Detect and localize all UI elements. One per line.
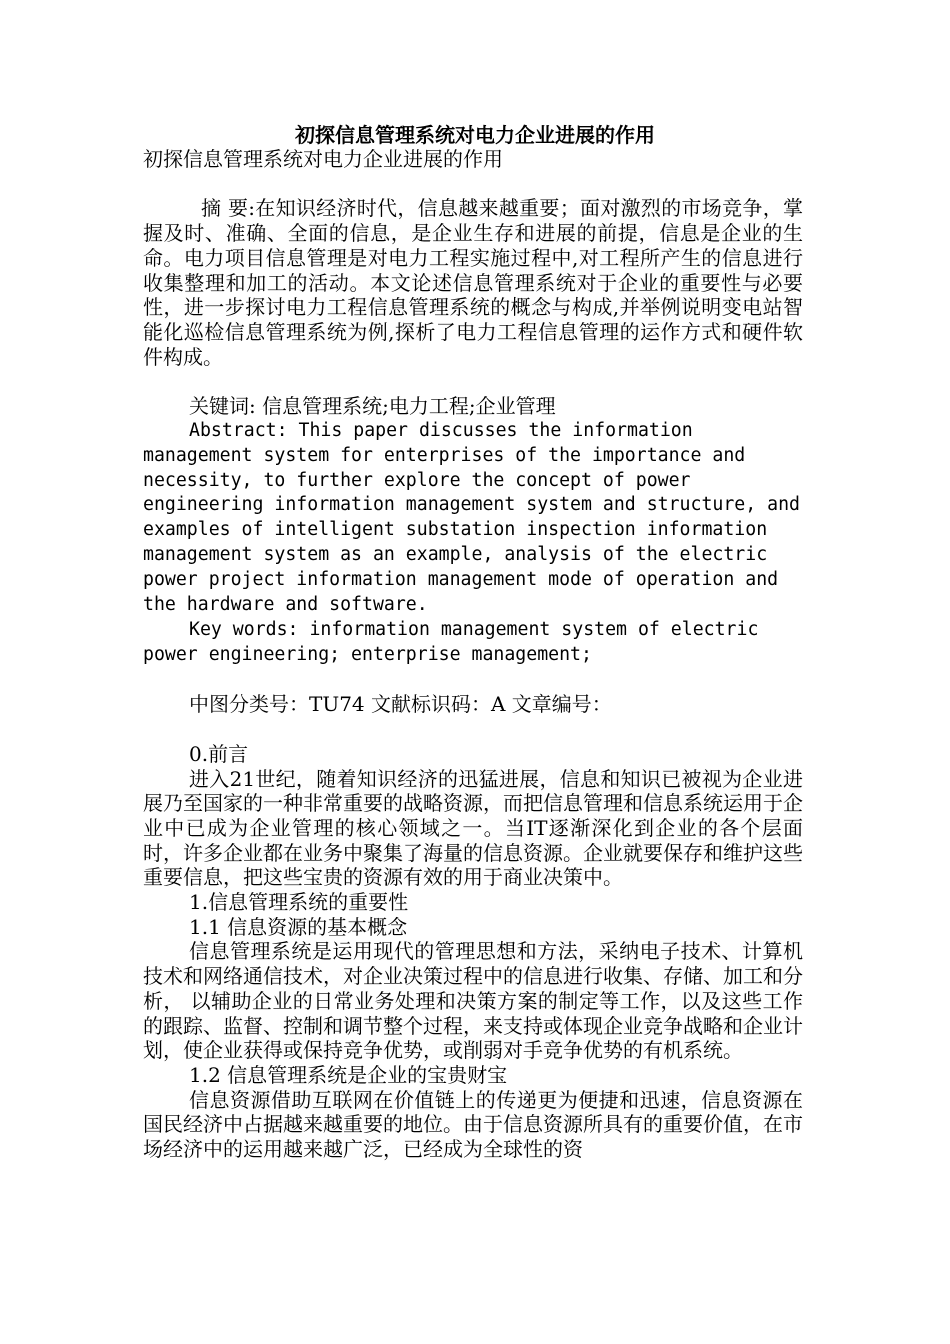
- keywords-cn: 关键词: 信息管理系统;电力工程;企业管理: [189, 394, 556, 418]
- document-subtitle: 初探信息管理系统对电力企业进展的作用: [143, 147, 503, 171]
- section-1-1-heading: 1.1 信息资源的基本概念: [189, 914, 408, 939]
- section-1-1-paragraph: 信息管理系统是运用现代的管理思想和方法，采纳电子技术、计算机技术和网络通信技术，对企业决策过程中的信息进行收集、存储、加工和分析， 以辅助企业的日常业务处理和决策方案的制定等工作，以及这些工作的跟踪、监督、控制和调节整个过程，来支持或体现企业竞争战略和企业计划，使企业获得或保持竞争优势，或削弱对手竞争优势的有机系统。: [143, 939, 803, 1063]
- abstract-cn: 摘 要:在知识经济时代，信息越来越重要；面对激烈的市场竞争，掌握及时、准确、全面的信息，是企业生存和进展的前提，信息是企业的生命。电力项目信息管理是对电力工程实施过程中,对工程所产生的信息进行收集整理和加工的活动。本文论述信息管理系统对于企业的重要性与必要性，进一步探讨电力工程信息管理系统的概念与构成,并举例说明变电站智能化巡检信息管理系统为例,探析了电力工程信息管理的运作方式和硬件软件构成。: [143, 196, 803, 369]
- section-0-paragraph: 进入21世纪，随着知识经济的迅猛进展，信息和知识已被视为企业进展乃至国家的一种非常重要的战略资源，而把信息管理和信息系统运用于企业中已成为企业管理的核心领域之一。当IT逐渐深化到企业的各个层面时，许多企业都在业务中聚集了海量的信息资源。企业就要保存和维护这些重要信息，把这些宝贵的资源有效的用于商业决策中。: [143, 766, 803, 890]
- section-1-2-heading: 1.2 信息管理系统是企业的宝贵财宝: [189, 1062, 508, 1087]
- section-1-2-paragraph: 信息资源借助互联网在价值链上的传递更为便捷和迅速，信息资源在国民经济中占据越来越重要的地位。由于信息资源所具有的重要价值，在市场经济中的运用越来越广泛，已经成为全球性的资: [143, 1087, 803, 1162]
- abstract-en: Abstract: This paper discusses the information management system for enterprises of the importance and necessity, to further explore the concept of power engineering information management system and structure, and examples of intelligent substation inspection information management system as an example, analysis of the electric power project information management mode of operation and the hardware and software.: [143, 419, 800, 616]
- spacer: [143, 172, 803, 197]
- spacer: [143, 668, 803, 693]
- spacer: [143, 717, 803, 742]
- section-1-heading: 1.信息管理系统的重要性: [189, 890, 409, 915]
- spacer: [143, 369, 803, 394]
- document-title: 初探信息管理系统对电力企业进展的作用: [295, 123, 655, 147]
- classification-line: 中图分类号：TU74 文献标识码：A 文章编号：: [189, 692, 612, 717]
- document-body: [143, 147, 803, 1162]
- keywords-en: Key words: information management system of electric power engineering; enterprise management;: [143, 618, 759, 665]
- section-0-heading: 0.前言: [189, 741, 249, 766]
